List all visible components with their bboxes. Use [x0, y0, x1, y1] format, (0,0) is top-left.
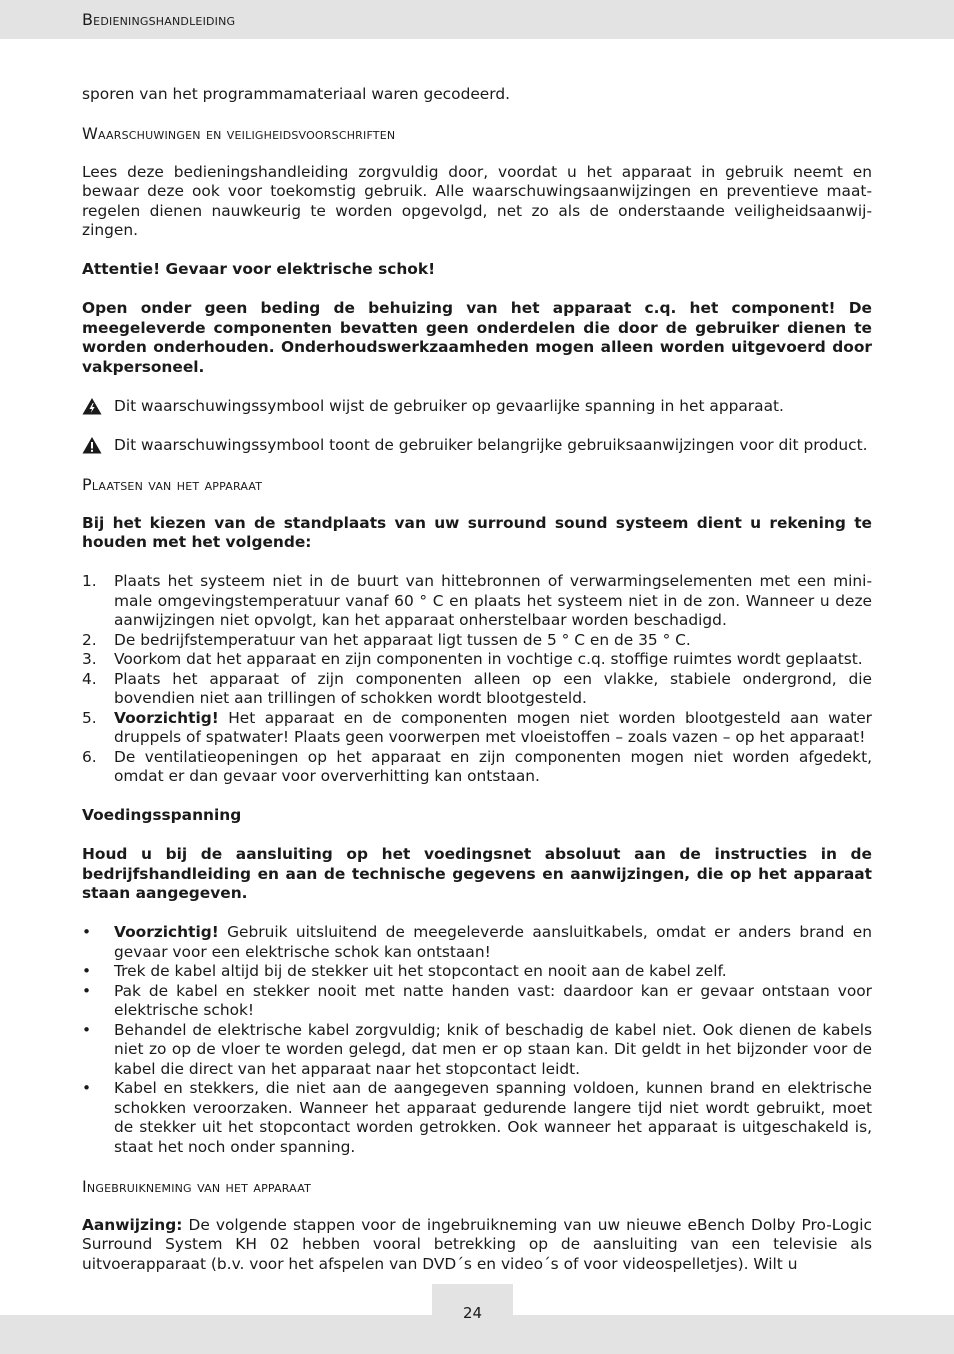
list-item [82, 1021, 872, 1080]
placement-list [82, 572, 872, 787]
warnings-bold-paragraph: Open onder geen beding de behuizing van het apparaat c.q. het component! De meegeleverde componenten bevatten geen onderdelen die door de gebruiker dienen te worden onderhouden. Onderhoudswerkzaamheden mogen alleen worden uitgevoerd door vakpersoneel. [82, 299, 872, 376]
page-content [82, 85, 872, 1274]
list-item-text: De ventilatieopeningen op het apparaat en zijn componenten mogen niet worden afgedekt, omdat er dan gevaar voor oververhitting kan ontstaan. [114, 747, 872, 785]
list-item-bold: Voorzichtig! [114, 708, 219, 727]
list-item-text: Plaats het apparaat of zijn componenten alleen op een vlakke, stabiele ondergrond, die bovendien niet aan trillingen of schokken wordt blootgesteld. [114, 669, 872, 707]
list-item-text: Behandel de elektrische kabel zorgvuldig; knik of beschadig de kabel niet. Ook dienen de kabels niet zo op de vloer te worden gelegd, dat men er op staan kan. Dit geldt in het bijzonder voor de kabel die direct van het apparaat naar het stopcontact leidt. [114, 1020, 872, 1078]
list-marker: • [82, 923, 92, 941]
power-list [82, 923, 872, 1157]
power-lead: Houd u bij de aansluiting op het voedingsnet absoluut aan de instructies in de bedrijfshandleiding en aan de technische gegevens en aanwijzingen, die op het apparaat staan aangegeven. [82, 845, 872, 902]
list-item [82, 670, 872, 709]
list-item-text: Pak de kabel en stekker nooit met natte handen vast: daardoor kan er gevaar ontstaan voor elektrische schok! [114, 981, 872, 1019]
list-item [82, 748, 872, 787]
list-item [82, 982, 872, 1021]
list-item [82, 1079, 872, 1157]
list-marker: • [82, 1020, 92, 1039]
list-marker: • [82, 962, 92, 980]
section-title-power: Voedingsspanning [82, 806, 242, 824]
intro-line: sporen van het programmamateriaal waren gecodeerd. [82, 85, 510, 103]
list-item-text: Het apparaat en de componenten mogen niet worden blootgesteld aan water druppels of spatwater! Plaats geen voorwerpen met vloeistoffen – zoals vazen – op het apparaat! [114, 708, 872, 746]
placement-lead: Bij het kiezen van de standplaats van uw surround sound systeem dient u rekening te houden met het volgende: [82, 513, 872, 551]
list-item-text: Plaats het systeem niet in de buurt van hittebronnen of verwarmingselementen met een minimale omgevingstemperatuur vanaf 60 ° C en plaats het systeem niet in de zon. Wanneer u deze aanwijzingen niet opvolgt, kan het apparaat onherstelbaar worden beschadigd. [114, 572, 872, 629]
info-warning-row [82, 436, 872, 456]
list-item-text: De bedrijfstemperatuur van het apparaat ligt tussen de 5 ° C en de 35 ° C. [114, 630, 691, 649]
list-marker: • [82, 1079, 92, 1097]
list-item [82, 923, 872, 962]
list-item-bold: Voorzichtig! [114, 923, 219, 941]
list-marker: 2. [82, 630, 97, 649]
list-item-text: Voorkom dat het apparaat en zijn componenten in vochtige c.q. stoffige ruimtes wordt geplaatst. [114, 650, 863, 668]
list-marker: 5. [82, 708, 97, 727]
list-marker: 4. [82, 669, 97, 688]
voltage-warning-text: Dit waarschuwingssymbool wijst de gebruiker op gevaarlijke spanning in het apparaat. [114, 396, 784, 415]
list-item [82, 631, 872, 651]
list-item-text: Kabel en stekkers, die niet aan de aangegeven spanning voldoen, kunnen brand en elektrische schokken veroorzaken. Wanneer het apparaat gedurende langere tijd niet wordt gebruikt, moet de stekker uit het stopcontact worden getrokken. Ook wanneer het apparaat is uitgeschakeld is, staat het noch onder spanning. [114, 1079, 872, 1156]
list-marker: 6. [82, 747, 97, 766]
list-item-text: Gebruik uitsluitend de meegeleverde aansluitkabels, omdat er anders brand en gevaar voor een elektrische schok kan ontstaan! [114, 923, 872, 961]
running-header-title: Bedieningshandleiding [82, 10, 236, 29]
startup-note-label: Aanwijzing: [82, 1215, 183, 1234]
page-number: 24 [432, 1284, 513, 1324]
list-marker: • [82, 981, 92, 1000]
voltage-warning-row [82, 397, 872, 417]
attention-heading: Attentie! Gevaar voor elektrische schok! [82, 260, 436, 278]
exclamation-warning-icon [82, 436, 102, 454]
section-title-placement: Plaatsen van het apparaat [82, 474, 263, 494]
list-item [82, 650, 872, 670]
info-warning-text: Dit waarschuwingssymbool toont de gebruiker belangrijke gebruiksaanwijzingen voor dit product. [114, 435, 868, 454]
warnings-paragraph: Lees deze bedieningshandleiding zorgvuldig door, voordat u het apparaat in gebruik neemt en bewaar deze ook voor toekomstig gebruik. Alle waarschuwingsaanwijzingen en preventieve maatregelen dienen nauwkeurig te worden opgevolgd, net zo als de onderstaande veiligheidsaanwijzingen. [82, 162, 872, 239]
section-title-warnings: Waarschuwingen en veiligheidsvoorschriften [82, 123, 396, 143]
startup-paragraph [82, 1216, 872, 1275]
list-item [82, 709, 872, 748]
list-item [82, 962, 872, 982]
list-marker: 1. [82, 572, 97, 590]
list-item [82, 572, 872, 631]
lightning-warning-icon [82, 397, 102, 415]
startup-note-text: De volgende stappen voor de ingebruikneming van uw nieuwe eBench Dolby Pro-Logic Surround System KH 02 hebben vooral betrekking op de aansluiting van een televisie als uitvoerapparaat (b.v. voor het afspelen van DVD´s en video´s of voor videospelletjes). Wilt u [82, 1215, 872, 1273]
list-item-text: Trek de kabel altijd bij de stekker uit het stopcontact en nooit aan de kabel zelf. [114, 962, 727, 980]
section-title-startup: Ingebruikneming van het apparaat [82, 1176, 311, 1196]
list-marker: 3. [82, 650, 97, 668]
